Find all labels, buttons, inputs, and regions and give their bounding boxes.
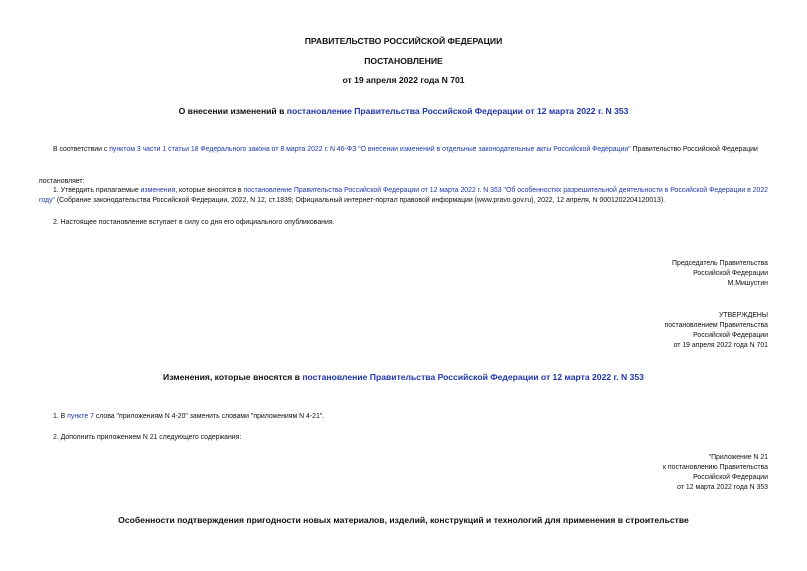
preamble-text-2: Правительство Российской Федерации xyxy=(630,146,758,153)
document-date-number: от 19 апреля 2022 года N 701 xyxy=(342,75,465,85)
signature-block xyxy=(672,259,768,289)
preamble-law-link[interactable]: пунктом 3 части 1 статьи 18 Федерального закона от 8 марта 2022 г. N 46-ФЗ "О внесении изменений в отдельные законодательные акты Российской Федерации" xyxy=(109,146,631,153)
approved-line-3: Российской Федерации xyxy=(693,332,768,339)
change1-text-2: слова "приложениям N 4-20" заменить словами "приложениям N 4-21". xyxy=(93,413,325,420)
signature-line-2: Российской Федерации xyxy=(693,270,768,277)
changes-title-prefix: Изменения, которые вносятся в xyxy=(163,372,303,382)
preamble-paragraph xyxy=(39,145,768,155)
approval-block xyxy=(665,311,769,351)
change1-point-link[interactable]: пункте 7 xyxy=(67,413,94,420)
document-type: ПОСТАНОВЛЕНИЕ xyxy=(364,56,443,66)
change-2-paragraph: 2. Дополнить приложением N 21 следующего содержания: xyxy=(53,434,242,441)
signature-line-1: Председатель Правительства xyxy=(672,260,768,267)
item1-text-3: (Собрание законодательства Российской Федерации, 2022, N 12, ст.1839; Официальный интернет-портал правовой информации (www.pravo.gov.ru), 2022, 12 апреля, N 0001202204120013). xyxy=(54,197,666,204)
item1-text-1: 1. Утвердить прилагаемые xyxy=(53,187,141,194)
appendix-line-3: Российской Федерации xyxy=(693,474,768,481)
appendix-block xyxy=(663,453,768,493)
document-title xyxy=(0,106,807,116)
preamble-text-1: В соответствии с xyxy=(53,146,110,153)
item1-text-2: , которые вносятся в xyxy=(175,187,244,194)
changes-title-link[interactable]: постановление Правительства Российской Федерации от 12 марта 2022 г. N 353 xyxy=(302,372,644,382)
resolves-text: постановляет: xyxy=(39,178,85,185)
government-heading: ПРАВИТЕЛЬСТВО РОССИЙСКОЙ ФЕДЕРАЦИИ xyxy=(304,36,503,46)
appendix-line-4: от 12 марта 2022 года N 353 xyxy=(677,484,768,491)
appendix-line-2: к постановлению Правительства xyxy=(662,464,768,471)
changes-title xyxy=(0,372,807,382)
change-1-paragraph xyxy=(53,412,324,422)
change1-text-1: 1. В xyxy=(53,413,68,420)
title-link[interactable]: постановление Правительства Российской Федерации от 12 марта 2022 г. N 353 xyxy=(286,106,629,116)
appendix-line-1: "Приложение N 21 xyxy=(708,454,768,461)
approved-line-2: постановлением Правительства xyxy=(664,322,768,329)
item1-changes-link[interactable]: изменения xyxy=(140,187,176,194)
appendix-title: Особенности подтверждения пригодности новых материалов, изделий, конструкций и технологий для применения в строительстве xyxy=(118,515,689,525)
title-prefix: О внесении изменений в xyxy=(178,106,287,116)
signature-name: М.Мишустин xyxy=(727,280,768,287)
item-2-paragraph: 2. Настоящее постановление вступает в силу со дня его официального опубликования. xyxy=(53,219,335,226)
item1-resolution-link[interactable]: постановление Правительства Российской Федерации от 12 марта 2022 г. N 353 "Об особенностях разрешительной деятельности в Российской Федерации в 2022 году" xyxy=(39,187,769,204)
approved-line-1: УТВЕРЖДЕНЫ xyxy=(719,312,768,319)
item-1-paragraph xyxy=(39,186,768,206)
approved-line-4: от 19 апреля 2022 года N 701 xyxy=(673,342,768,349)
